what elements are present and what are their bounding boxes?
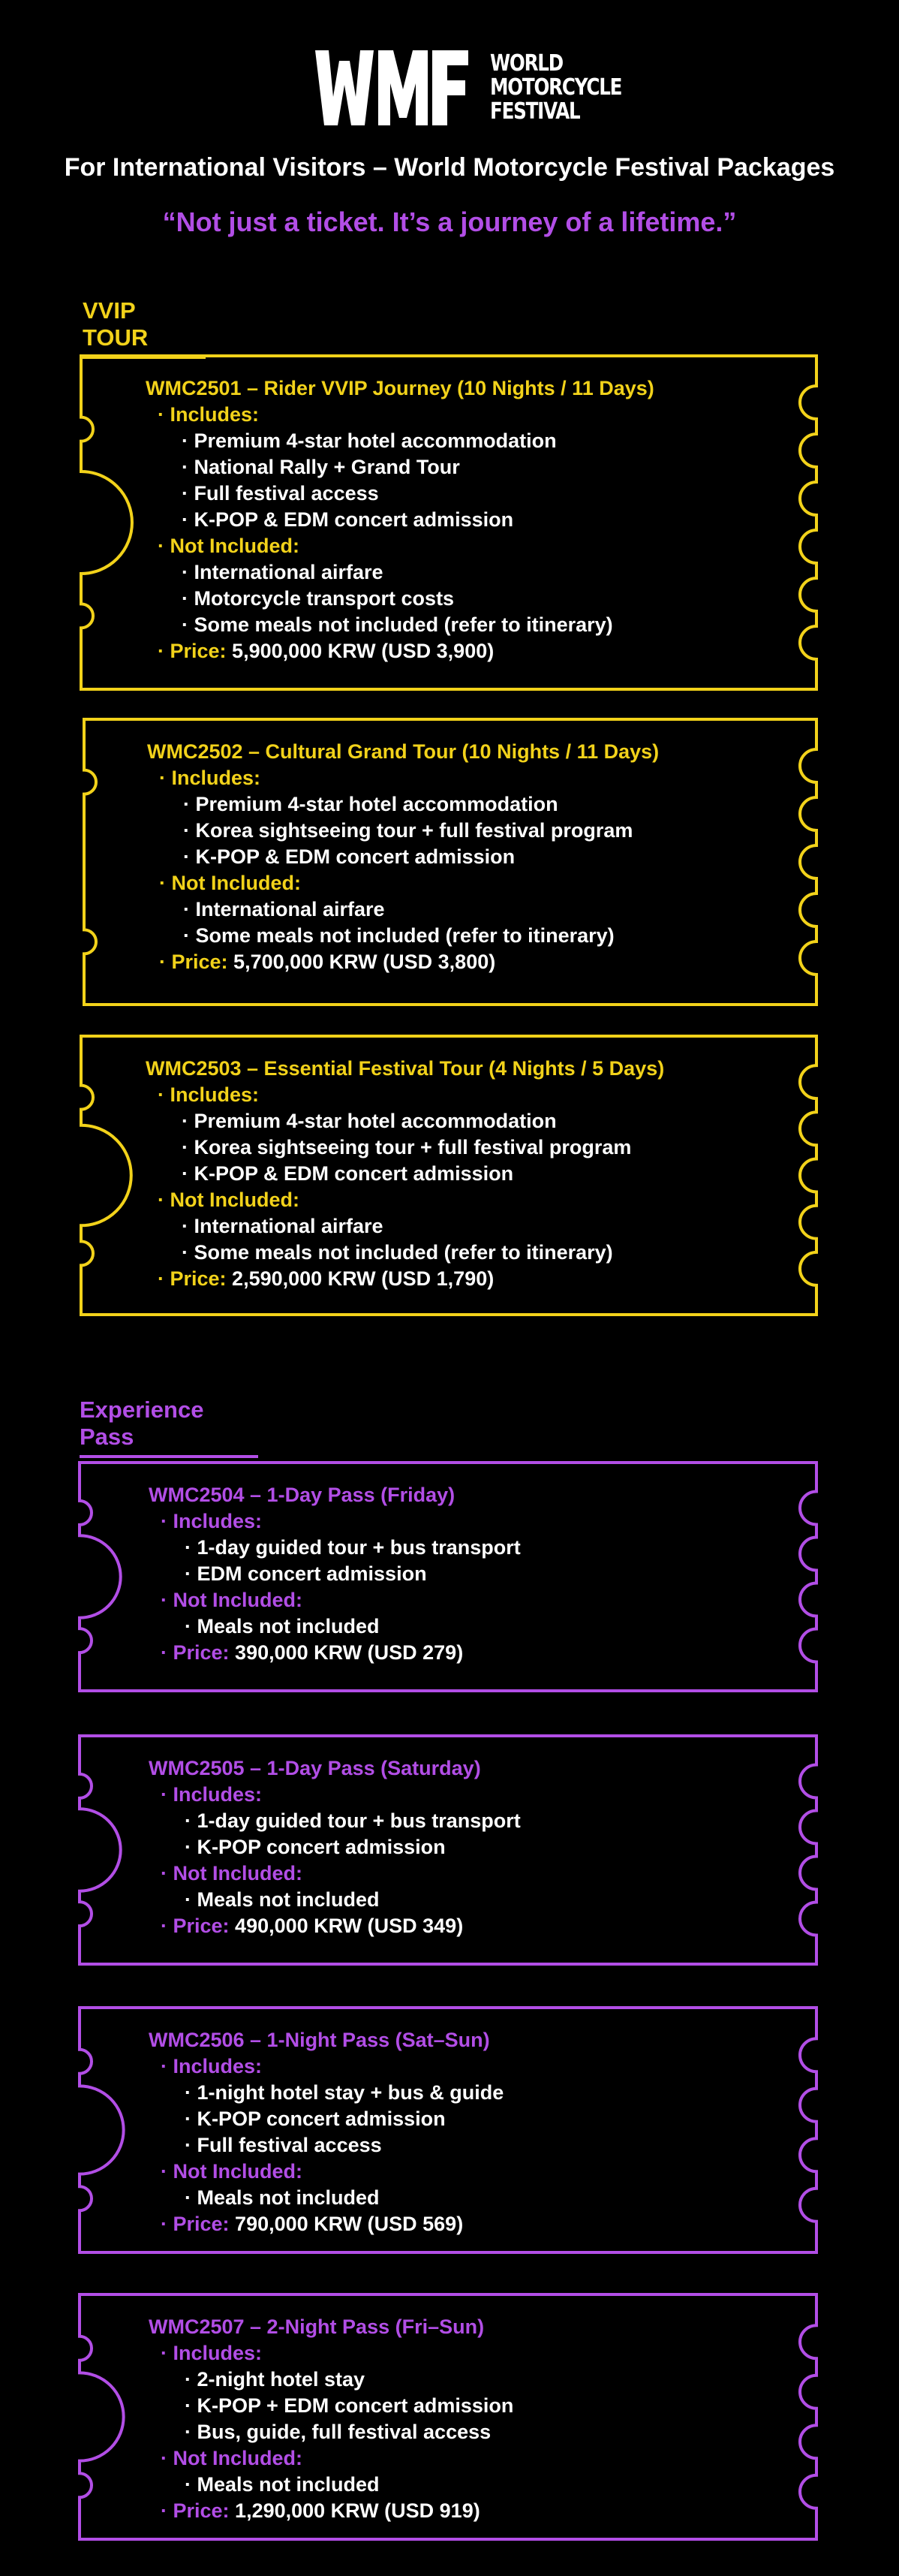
included-item: · Full festival access <box>182 482 379 505</box>
included-item: · Premium 4-star hotel accommodation <box>183 793 558 815</box>
page-tagline: “Not just a ticket. It’s a journey of a lifetime.” <box>162 206 737 237</box>
row-label: Includes: <box>173 1783 263 1806</box>
includes-label <box>161 1510 262 1533</box>
row-label: Not Included: <box>173 1862 302 1885</box>
bullet-dot: · <box>161 2499 173 2522</box>
ticket-card <box>0 2293 899 2541</box>
not-included-item: · Some meals not included (refer to itinerary) <box>182 613 613 636</box>
price-value: 390,000 KRW (USD 279) <box>235 1641 464 1664</box>
logo-word: FESTIVAL <box>490 98 580 125</box>
bullet-dot: · <box>158 403 170 426</box>
ticket-title: WMC2507 – 2-Night Pass (Fri–Sun) <box>149 2315 485 2338</box>
not-included-item: · International airfare <box>183 898 385 920</box>
not-included-label <box>161 1589 302 1612</box>
row-label: Not Included: <box>170 1189 299 1211</box>
not-included-item: · Meals not included <box>185 1888 380 1911</box>
not-included-label <box>158 535 299 558</box>
bullet-dot: · <box>161 1862 173 1885</box>
ticket-card <box>0 1734 899 1966</box>
ticket-card <box>0 2006 899 2254</box>
bullet-dot: · <box>161 1915 173 1937</box>
price-value: 5,700,000 KRW (USD 3,800) <box>233 951 496 973</box>
bullet-dot: · <box>158 1189 170 1211</box>
bullet-dot: · <box>161 1510 173 1532</box>
price-label: Price: <box>170 1267 233 1290</box>
price-row <box>158 1267 494 1291</box>
row-label: Not Included: <box>173 2160 302 2183</box>
ticket-card <box>0 1461 899 1692</box>
logo-word: WORLD <box>490 50 563 77</box>
logo-word: MOTORCYCLE <box>490 74 622 101</box>
bullet-dot: · <box>161 2213 173 2235</box>
ticket-card <box>0 718 899 1006</box>
wmf-logo-mark <box>315 50 484 125</box>
included-item: · K-POP & EDM concert admission <box>183 845 516 868</box>
included-item: · Full festival access <box>185 2134 382 2156</box>
not-included-label <box>161 1862 302 1885</box>
not-included-item: · Meals not included <box>185 2186 380 2209</box>
included-item: · K-POP & EDM concert admission <box>182 1162 514 1185</box>
includes-label <box>159 767 260 790</box>
bullet-dot: · <box>161 1783 173 1806</box>
price-row <box>161 1641 463 1665</box>
includes-label <box>158 403 259 426</box>
not-included-item: · International airfare <box>182 561 383 583</box>
includes-label <box>161 2055 262 2078</box>
ticket-card <box>0 1035 899 1316</box>
price-row <box>159 951 495 974</box>
included-item: · Bus, guide, full festival access <box>185 2421 492 2443</box>
includes-label <box>161 2342 262 2365</box>
included-item: · Premium 4-star hotel accommodation <box>182 1110 557 1132</box>
price-value: 490,000 KRW (USD 349) <box>235 1915 464 1937</box>
row-label: Not Included: <box>173 2447 302 2469</box>
price-row <box>161 2213 463 2236</box>
price-row <box>161 2499 480 2523</box>
not-included-item: · Some meals not included (refer to itinerary) <box>183 924 615 947</box>
row-label: Not Included: <box>171 872 301 894</box>
section-title-experience: Experience Pass <box>80 1396 258 1458</box>
ticket-title: WMC2502 – Cultural Grand Tour (10 Nights / 11 Days) <box>147 740 660 763</box>
not-included-label <box>158 1189 299 1212</box>
not-included-item: · Meals not included <box>185 1615 380 1637</box>
price-label: Price: <box>173 2213 236 2235</box>
included-item: · Korea sightseeing tour + full festival program <box>182 1136 632 1158</box>
ticket-title: WMC2505 – 1-Day Pass (Saturday) <box>149 1757 481 1779</box>
included-item: · K-POP concert admission <box>185 1836 446 1858</box>
price-value: 790,000 KRW (USD 569) <box>235 2213 464 2235</box>
includes-label <box>161 1783 262 1806</box>
price-value: 1,290,000 KRW (USD 919) <box>235 2499 480 2522</box>
bullet-dot: · <box>159 872 172 894</box>
row-label: Includes: <box>171 767 261 789</box>
included-item: · 1-night hotel stay + bus & guide <box>185 2081 504 2104</box>
included-item: · K-POP + EDM concert admission <box>185 2394 514 2417</box>
price-label: Price: <box>173 1915 236 1937</box>
price-row <box>161 1915 463 1938</box>
price-row <box>158 640 494 663</box>
bullet-dot: · <box>161 2447 173 2469</box>
ticket-title: WMC2504 – 1-Day Pass (Friday) <box>149 1484 456 1506</box>
bullet-dot: · <box>161 1641 173 1664</box>
bullet-dot: · <box>158 1083 170 1106</box>
included-item: · 1-day guided tour + bus transport <box>185 1809 521 1832</box>
included-item: · Korea sightseeing tour + full festival program <box>183 819 633 842</box>
includes-label <box>158 1083 259 1107</box>
included-item: · K-POP & EDM concert admission <box>182 508 514 531</box>
not-included-label <box>161 2160 302 2183</box>
festival-logo <box>315 47 651 129</box>
row-label: Includes: <box>173 2055 263 2077</box>
bullet-dot: · <box>158 535 170 557</box>
logo-wordmark <box>490 52 651 124</box>
ticket-title: WMC2501 – Rider VVIP Journey (10 Nights / 11 Days) <box>146 377 654 399</box>
not-included-item: · International airfare <box>182 1215 383 1237</box>
bullet-dot: · <box>161 2055 173 2077</box>
included-item: · EDM concert admission <box>185 1562 427 1585</box>
price-value: 2,590,000 KRW (USD 1,790) <box>232 1267 495 1290</box>
not-included-item: · Motorcycle transport costs <box>182 587 455 610</box>
bullet-dot: · <box>159 951 172 973</box>
section-title-vvip: VVIP TOUR <box>83 297 206 359</box>
not-included-label <box>161 2447 302 2470</box>
page-headline: For International Visitors – World Motorcycle Festival Packages <box>64 153 835 182</box>
row-label: Includes: <box>170 403 260 426</box>
bullet-dot: · <box>161 2342 173 2364</box>
price-label: Price: <box>173 1641 236 1664</box>
row-label: Includes: <box>173 2342 263 2364</box>
price-value: 5,900,000 KRW (USD 3,900) <box>232 640 495 662</box>
row-label: Includes: <box>170 1083 260 1106</box>
row-label: Not Included: <box>170 535 299 557</box>
included-item: · Premium 4-star hotel accommodation <box>182 429 557 452</box>
bullet-dot: · <box>158 1267 170 1290</box>
not-included-item: · Some meals not included (refer to itinerary) <box>182 1241 613 1264</box>
included-item: · 1-day guided tour + bus transport <box>185 1536 521 1559</box>
included-item: · National Rally + Grand Tour <box>182 456 460 478</box>
row-label: Not Included: <box>173 1589 302 1611</box>
bullet-dot: · <box>159 767 172 789</box>
bullet-dot: · <box>158 640 170 662</box>
ticket-title: WMC2506 – 1-Night Pass (Sat–Sun) <box>149 2029 490 2051</box>
bullet-dot: · <box>161 1589 173 1611</box>
bullet-dot: · <box>161 2160 173 2183</box>
not-included-item: · Meals not included <box>185 2473 380 2496</box>
row-label: Includes: <box>173 1510 263 1532</box>
included-item: · K-POP concert admission <box>185 2107 446 2130</box>
price-label: Price: <box>173 2499 236 2522</box>
ticket-title: WMC2503 – Essential Festival Tour (4 Nights / 5 Days) <box>146 1057 665 1080</box>
not-included-label <box>159 872 301 895</box>
price-label: Price: <box>170 640 233 662</box>
included-item: · 2-night hotel stay <box>185 2368 365 2391</box>
ticket-card <box>0 354 899 691</box>
price-label: Price: <box>171 951 234 973</box>
